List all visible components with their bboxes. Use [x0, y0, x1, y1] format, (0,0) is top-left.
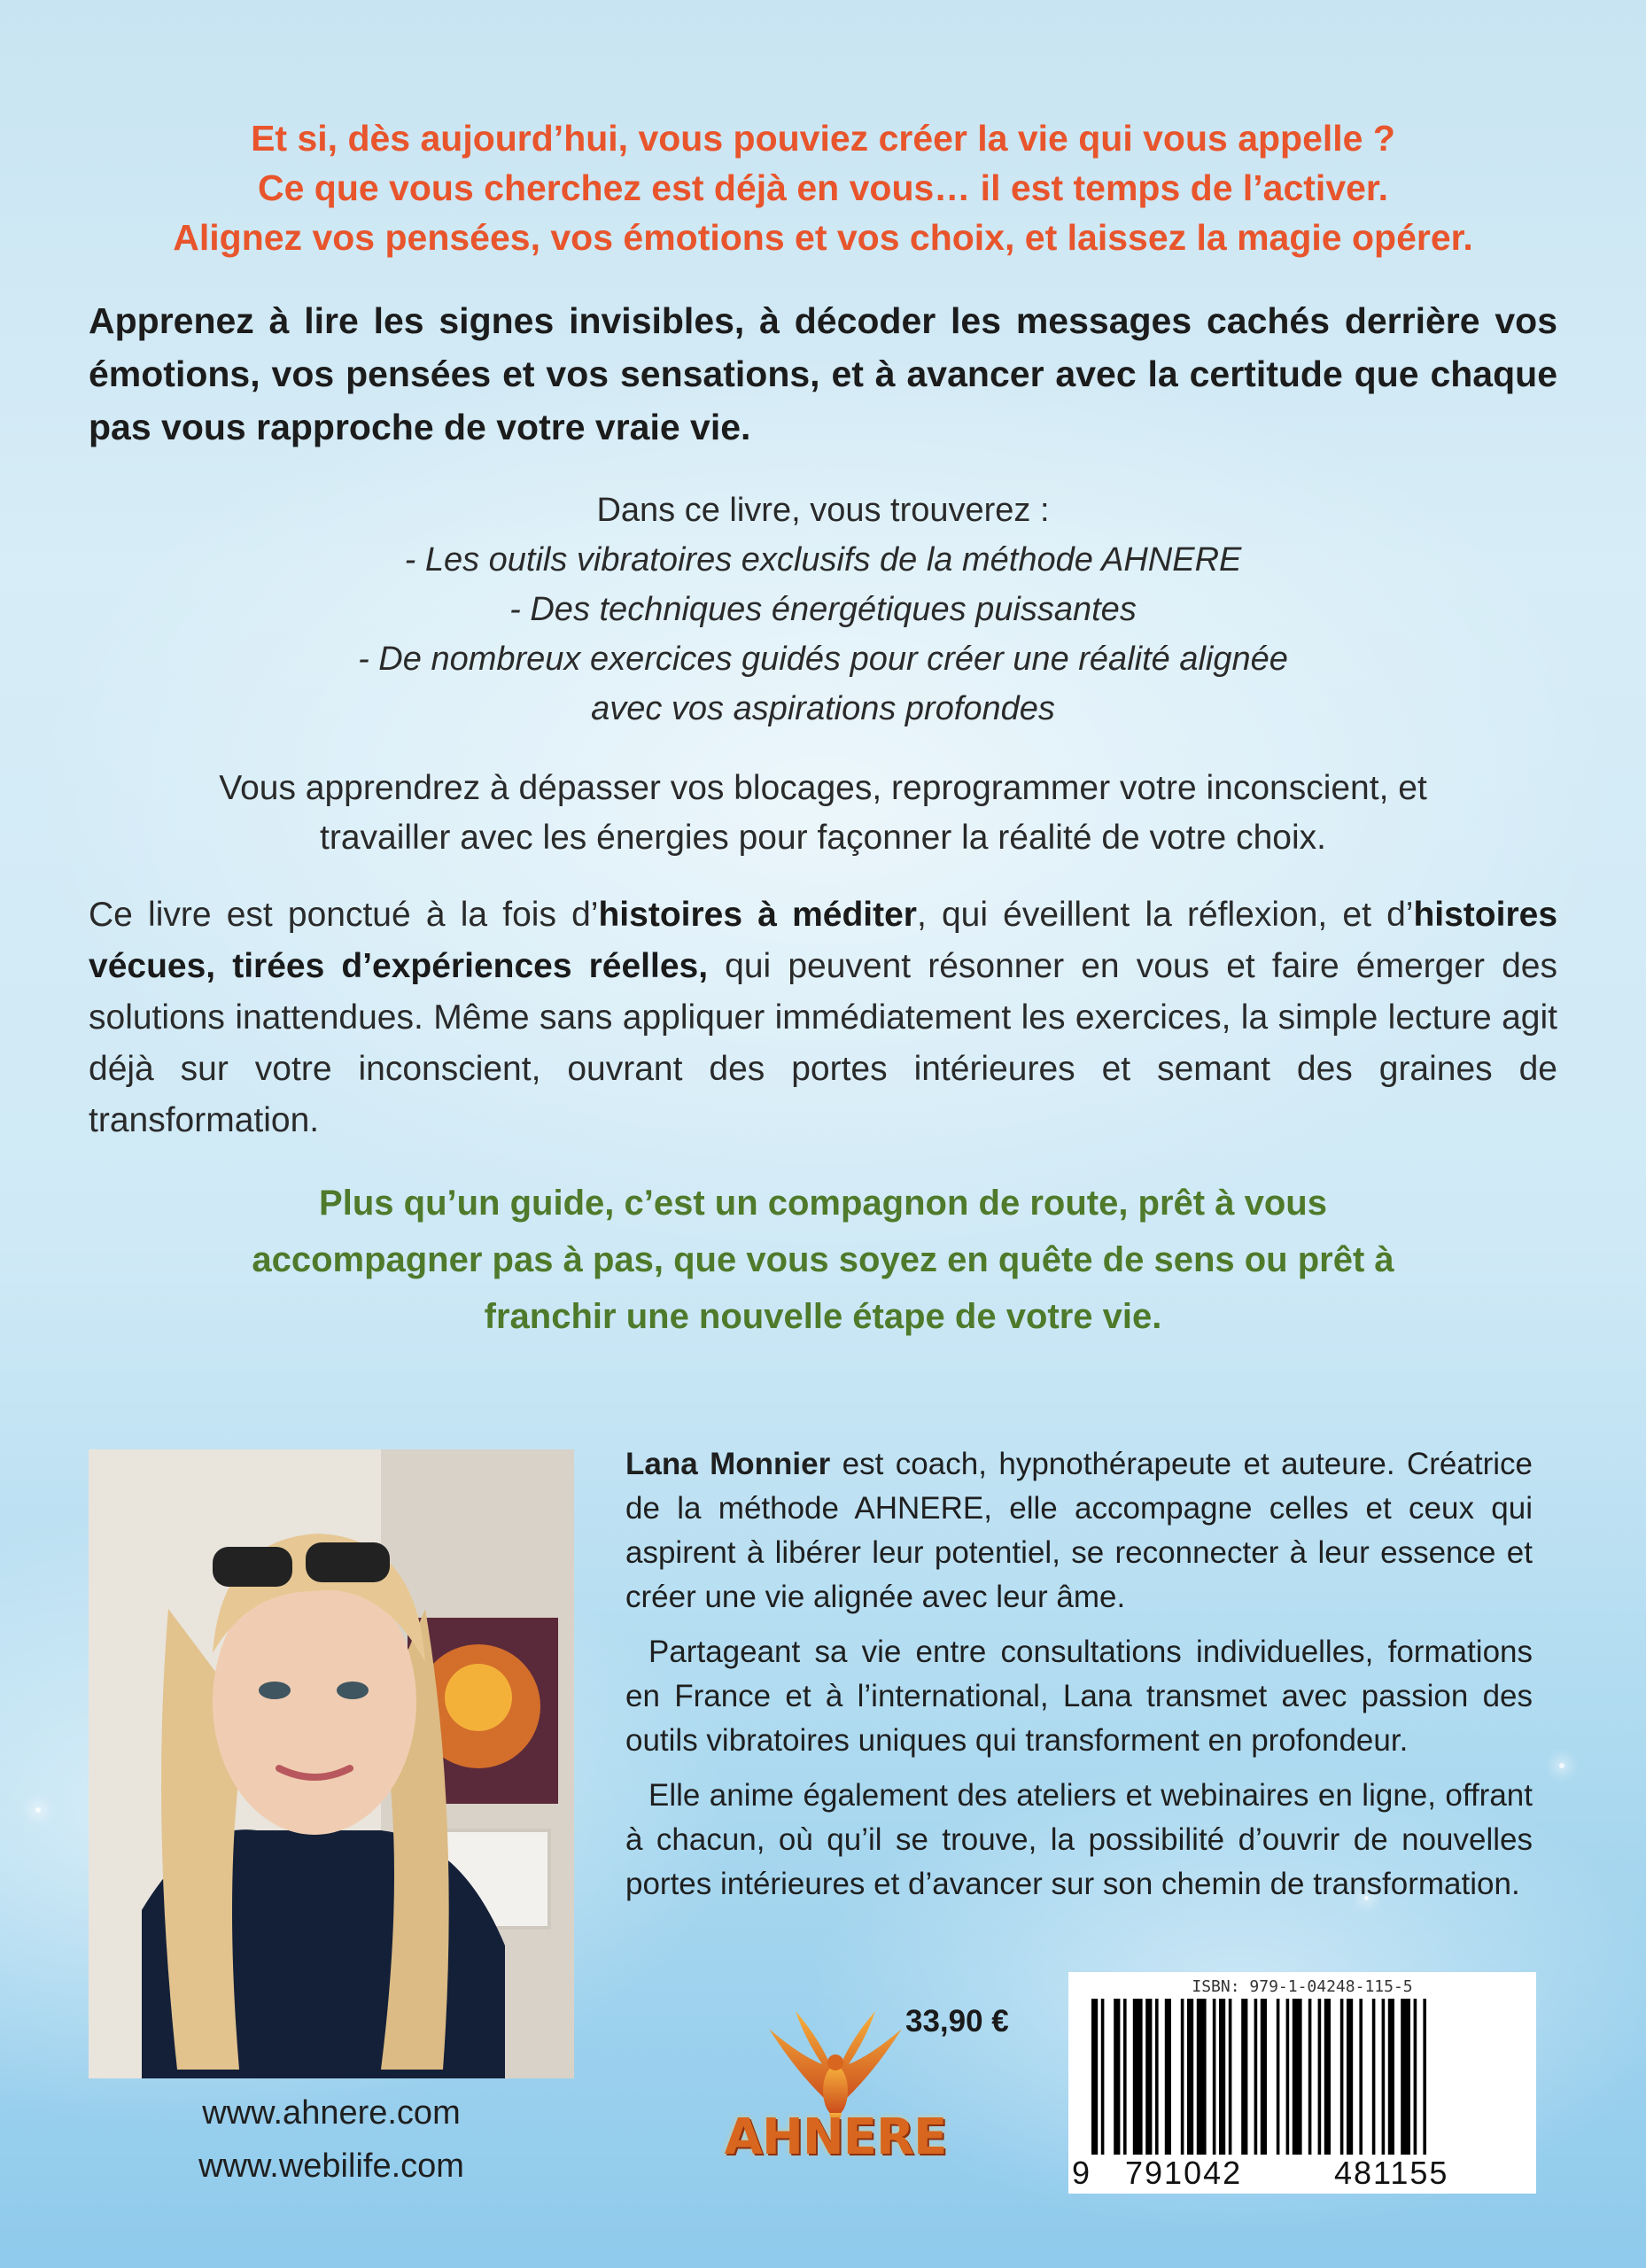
barcode-bar: [1340, 1999, 1344, 2155]
website-link[interactable]: www.ahnere.com: [202, 2094, 461, 2132]
barcode-bar: [1091, 1999, 1098, 2155]
barcode-bar: [1293, 1999, 1302, 2155]
barcode-bar: [1229, 1999, 1232, 2155]
barcode-bar: [1187, 1999, 1193, 2155]
closing-line: Plus qu’un guide, c’est un compagnon de route, prêt à vous: [319, 1184, 1327, 1223]
barcode-bar: [1133, 1999, 1143, 2155]
list-item: - Les outils vibratoires exclusifs de la méthode AHNERE: [404, 541, 1242, 579]
bio-paragraph: Partageant sa vie entre consultations individuelles, formations en France et à l’international, Lana transmet avec passion des outils vibratoires uniques qui transforment en profondeur.: [625, 1635, 1533, 1758]
hook-line: Alignez vos pensées, vos émotions et vos choix, et laissez la magie opérer.: [173, 217, 1473, 258]
barcode-digit-first: 9: [1072, 2155, 1091, 2191]
barcode-bar: [1347, 1999, 1353, 2155]
isbn-label: ISBN: 979-1-04248-115-5: [1192, 1977, 1413, 1996]
website-link[interactable]: www.webilife.com: [198, 2148, 464, 2185]
barcode-bar: [1388, 1999, 1394, 2155]
barcode-bar: [1165, 1999, 1171, 2155]
author-photo: [89, 1449, 574, 2078]
contents-list: [89, 485, 1557, 734]
closing-line: accompagner pas à pas, que vous soyez en quête de sens ou prêt à: [252, 1240, 1394, 1279]
stories-text: , qui éveillent la réflexion, et d’: [916, 896, 1414, 934]
list-item-continued: avec vos aspirations profondes: [591, 690, 1055, 727]
barcode-bar: [1181, 1999, 1184, 2155]
barcode-digits-left: 791042: [1125, 2155, 1243, 2191]
barcode-bar: [1155, 1999, 1159, 2155]
barcode-bar: [1308, 1999, 1312, 2155]
learn-line: Vous apprendrez à dépasser vos blocages, reprogrammer votre inconscient, et: [219, 769, 1427, 807]
sparkle: [35, 1807, 41, 1813]
barcode: [1068, 1972, 1536, 2194]
closing-line: franchir une nouvelle étape de votre vie.: [484, 1297, 1162, 1336]
list-item: - De nombreux exercices guidés pour créer une réalité alignée: [358, 641, 1288, 678]
barcode-bar: [1219, 1999, 1225, 2155]
barcode-bar: [1401, 1999, 1410, 2155]
bio-paragraph: [625, 1442, 1533, 1619]
intro-paragraph: Apprenez à lire les signes invisibles, à décoder les messages cachés derrière vos émotions, vos pensées et vos sensations, et à avancer avec la certitude que chaque pas vous rapproche de votre vraie vie.: [89, 300, 1557, 447]
price: 33,90 €: [905, 2004, 1009, 2039]
barcode-bar: [1213, 1999, 1216, 2155]
barcode-bar: [1123, 1999, 1127, 2155]
barcode-bar: [1145, 1999, 1152, 2155]
learn-paragraph: [89, 764, 1557, 863]
sparkle: [1559, 1763, 1564, 1768]
publisher-logo-text: AHNERE: [724, 2109, 947, 2166]
barcode-bar: [1101, 1999, 1105, 2155]
barcode-bar: [1261, 1999, 1267, 2155]
barcode-bar: [1286, 1999, 1290, 2155]
author-bio: [625, 1442, 1533, 1917]
barcode-digits-right: 481155: [1334, 2155, 1449, 2191]
closing-statement: [89, 1175, 1557, 1345]
hook-line: Et si, dès aujourd’hui, vous pouviez créer la vie qui vous appelle ?: [251, 118, 1395, 159]
hook-line: Ce que vous cherchez est déjà en vous… il est temps de l’activer.: [257, 167, 1389, 208]
barcode-bar: [1359, 1999, 1363, 2155]
list-heading: Dans ce livre, vous trouverez :: [596, 492, 1050, 529]
barcode-bar: [1318, 1999, 1322, 2155]
stories-emphasis: histoires vécues, tirées d’expériences réelles,: [89, 896, 1558, 985]
stories-emphasis: histoires à méditer: [598, 896, 917, 934]
barcode-bars: [1091, 1999, 1515, 2155]
barcode-bar: [1277, 1999, 1280, 2155]
stories-paragraph: [89, 889, 1557, 1146]
barcode-bar: [1197, 1999, 1207, 2155]
barcode-bar: [1324, 1999, 1331, 2155]
hook-text: [89, 113, 1557, 262]
bio-text: est coach, hypnothérapeute et auteure. Créatrice de la méthode AHNERE, elle accompagne celles et ceux qui aspirent à libérer leur potentiel, se reconnecter à leur essence et créer une vie alignée avec leur âme.: [625, 1447, 1533, 1614]
barcode-bar: [1372, 1999, 1376, 2155]
barcode-bar: [1114, 1999, 1120, 2155]
barcode-bar: [1241, 1999, 1247, 2155]
barcode-bar: [1414, 1999, 1417, 2155]
barcode-bar: [1423, 1999, 1426, 2155]
barcode-bar: [1382, 1999, 1386, 2155]
bio-paragraph: Elle anime également des ateliers et webinaires en ligne, offrant à chacun, où qu’il se trouve, la possibilité d’ouvrir de nouvelles portes intérieures et d’avancer sur son chemin de transformation.: [625, 1778, 1533, 1901]
learn-line: travailler avec les énergies pour façonner la réalité de votre choix.: [320, 819, 1326, 857]
stories-text: Ce livre est ponctué à la fois d’: [89, 896, 599, 934]
author-name: Lana Monnier: [625, 1447, 831, 1481]
list-item: - Des techniques énergétiques puissantes: [509, 591, 1137, 628]
stories-text: qui peuvent résonner en vous et faire émerger des solutions inattendues. Même sans appliquer immédiatement les exercices, la simple lecture agit déjà sur votre inconscient, ouvrant des portes intérieures et semant des graines de transformation.: [89, 947, 1557, 1139]
author-photo-illustration: [89, 1449, 574, 2078]
barcode-bar: [1254, 1999, 1258, 2155]
